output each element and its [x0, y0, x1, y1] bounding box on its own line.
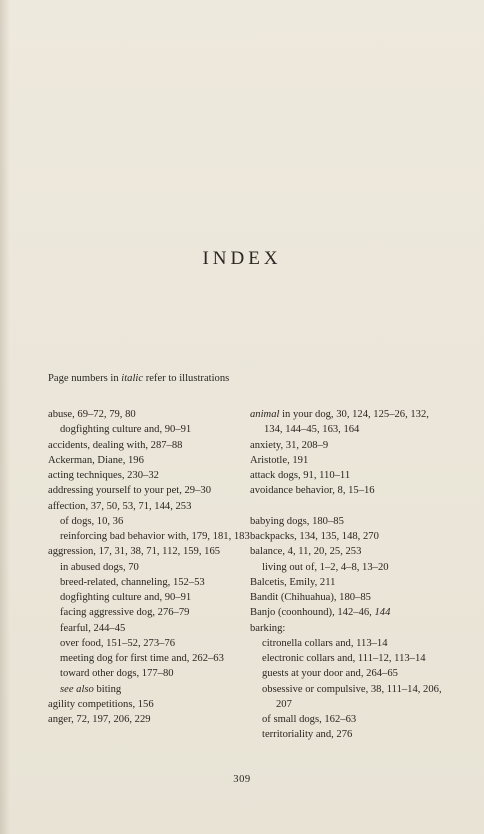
entry-text: Banjo (coonhound), 142–46,	[250, 607, 375, 619]
index-entry: Ackerman, Diane, 196	[48, 454, 144, 466]
index-subentry: guests at your door and, 264–65	[262, 668, 398, 680]
letter-group-gap	[250, 499, 450, 514]
page-gutter-shadow	[0, 0, 10, 834]
index-entry: Bandit (Chihuahua), 180–85	[250, 592, 371, 603]
index-subentry	[48, 682, 253, 697]
index-subentry: of small dogs, 162–63	[262, 714, 357, 725]
note-suffix: refer to illustrations	[143, 373, 230, 384]
index-entry: attack dogs, 91, 110–11	[250, 470, 351, 481]
index-entry: balance, 4, 11, 20, 25, 253	[250, 546, 362, 558]
index-entry: abuse, 69–72, 79, 80	[48, 409, 136, 420]
index-subentry: living out of, 1–2, 4–8, 13–20	[262, 561, 389, 573]
index-subentry: over food, 151–52, 273–76	[60, 637, 176, 649]
entry-italic-text: see also	[60, 683, 94, 695]
index-subentry: dogfighting culture and, 90–91	[60, 424, 192, 436]
index-entry	[250, 407, 450, 438]
index-title: INDEX	[202, 248, 282, 269]
note-prefix: Page numbers in	[48, 373, 122, 384]
index-column-left	[48, 407, 253, 727]
index-entry: backpacks, 134, 135, 148, 270	[250, 531, 379, 542]
index-subentry: obsessive or compulsive, 38, 111–14, 206, 207	[262, 683, 442, 710]
index-subentry: meeting dog for first time and, 262–63	[60, 653, 224, 664]
illustration-note	[48, 373, 229, 384]
index-entry: babying dogs, 180–85	[250, 515, 344, 527]
index-entry: agility competitions, 156	[48, 698, 154, 710]
index-entry: addressing yourself to your pet, 29–30	[48, 485, 211, 497]
index-entry: Aristotle, 191	[250, 454, 309, 466]
index-subentry: reinforcing bad behavior with, 179, 181, 183	[60, 531, 250, 542]
entry-italic-text: animal	[250, 409, 280, 420]
index-subentry: facing aggressive dog, 276–79	[60, 607, 190, 619]
entry-text: in your dog, 30, 124, 125–26, 132, 134, 144–45, 163, 164	[264, 409, 429, 436]
entry-italic-text: 144	[374, 607, 391, 619]
index-subentry: fearful, 244–45	[60, 622, 126, 634]
index-subentry: breed-related, channeling, 152–53	[60, 576, 205, 588]
index-column-right	[250, 407, 450, 743]
entry-text: biting	[93, 683, 122, 695]
index-entry	[250, 605, 450, 620]
index-subentry: toward other dogs, 177–80	[60, 668, 174, 680]
note-italic: italic	[121, 373, 144, 384]
index-entry: accidents, dealing with, 287–88	[48, 439, 183, 451]
index-entry: anger, 72, 197, 206, 229	[48, 714, 151, 725]
index-entry: anxiety, 31, 208–9	[250, 439, 329, 451]
index-subentry: citronella collars and, 113–14	[262, 637, 388, 649]
index-entry: barking:	[250, 622, 286, 634]
index-entry: acting techniques, 230–32	[48, 470, 159, 481]
page-number: 309	[233, 774, 251, 785]
index-subentry: dogfighting culture and, 90–91	[60, 592, 192, 603]
index-entry: aggression, 17, 31, 38, 71, 112, 159, 165	[48, 546, 221, 558]
index-subentry: of dogs, 10, 36	[60, 515, 124, 527]
index-subentry: territoriality and, 276	[262, 729, 353, 741]
index-subentry: electronic collars and, 111–12, 113–14	[262, 653, 426, 664]
index-subentry: in abused dogs, 70	[60, 561, 139, 573]
index-entry: avoidance behavior, 8, 15–16	[250, 485, 375, 497]
index-entry: Balcetis, Emily, 211	[250, 576, 336, 588]
index-entry: affection, 37, 50, 53, 71, 144, 253	[48, 500, 192, 512]
